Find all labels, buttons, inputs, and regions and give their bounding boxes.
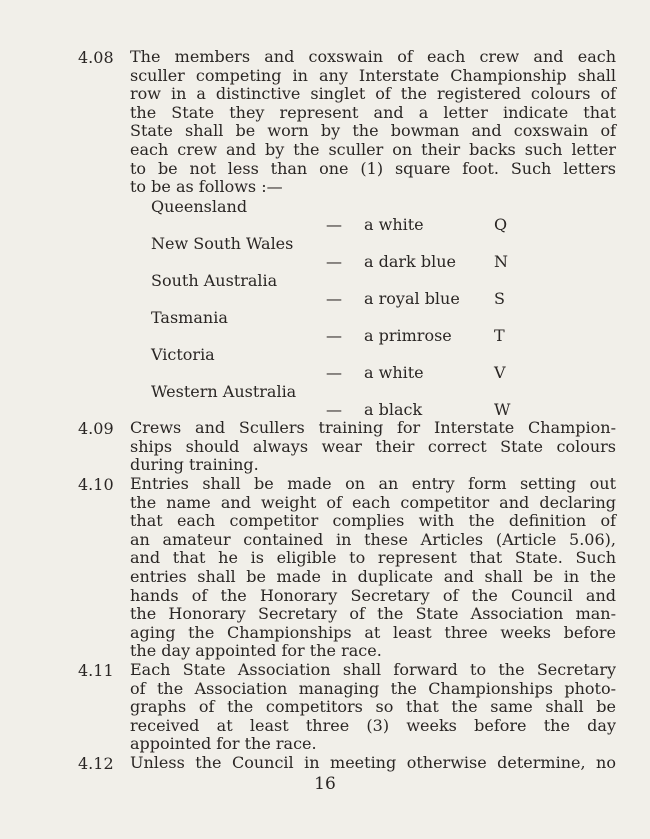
colour-name: a primrose <box>364 326 452 345</box>
text-line: Unless the Council in meeting otherwise determine, no <box>130 753 616 772</box>
colour-name: a dark blue <box>364 252 456 271</box>
state-name: New South Wales <box>151 234 294 253</box>
text-line: sculler competing in any Interstate Championship shall <box>130 65 616 85</box>
state-letter: W <box>494 400 511 419</box>
state-name: Queensland <box>151 197 248 216</box>
page-number: 16 <box>314 774 336 794</box>
dash: — <box>326 289 342 308</box>
section-text <box>130 661 616 754</box>
text-line: the day appointed for the race. <box>130 641 382 661</box>
state-letter: T <box>494 326 505 345</box>
dash: — <box>326 326 342 345</box>
state-name: Tasmania <box>151 308 228 327</box>
text-line: aging the Championships at least three weeks before <box>130 622 616 642</box>
text-line: appointed for the race. <box>130 734 317 754</box>
text-line: received at least three (3) weeks before the day <box>130 715 616 735</box>
text-line: to be as follows :— <box>130 177 283 197</box>
text-line: the name and weight of each competitor and declaring <box>130 492 616 512</box>
text-line: ships should always wear their correct State colours <box>130 436 616 456</box>
text-line: to be not less than one (1) square foot. Such letters <box>130 158 616 178</box>
dash: — <box>326 400 342 419</box>
state-name: Western Australia <box>151 382 297 401</box>
state-letter: V <box>494 363 506 382</box>
text-line: the Honorary Secretary of the State Association man- <box>130 604 616 624</box>
state-name: Victoria <box>151 345 215 364</box>
state-letter: Q <box>494 215 508 234</box>
text-line: of the Association managing the Championships photo- <box>130 678 616 698</box>
section-number: 4.08 <box>78 48 114 67</box>
text-line: Each State Association shall forward to the Secretary <box>130 660 616 679</box>
state-name: South Australia <box>151 271 278 290</box>
colour-name: a white <box>364 363 424 382</box>
text-line: Entries shall be made on an entry form setting out <box>130 474 616 493</box>
text-line: the State they represent and a letter indicate that <box>130 102 616 122</box>
text-line: an amateur contained in these Articles (Article 5.06), <box>130 529 616 549</box>
text-line: entries shall be made in duplicate and shall be in the <box>130 566 616 586</box>
section-number: 4.10 <box>78 475 114 494</box>
section-number: 4.09 <box>78 419 114 438</box>
colour-name: a royal blue <box>364 289 460 308</box>
text-line: Crews and Scullers training for Interstate Champion- <box>130 418 616 437</box>
section-number: 4.12 <box>78 754 114 773</box>
colour-name: a black <box>364 400 423 419</box>
section-text <box>130 419 616 475</box>
section-text <box>130 475 616 661</box>
text-line: that each competitor complies with the definition of <box>130 511 616 531</box>
text-line: and that he is eligible to represent that State. Such <box>130 548 616 568</box>
text-line: hands of the Honorary Secretary of the Council and <box>130 585 616 605</box>
text-line: during training. <box>130 455 259 475</box>
text-line: State shall be worn by the bowman and coxswain of <box>130 121 616 141</box>
colour-name: a white <box>364 215 424 234</box>
dash: — <box>326 215 342 234</box>
state-letter: S <box>494 289 505 308</box>
text-line: The members and coxswain of each crew and each <box>130 47 616 66</box>
dash: — <box>326 363 342 382</box>
section-text <box>130 754 616 773</box>
text-line: each crew and by the sculler on their backs such letter <box>130 139 616 159</box>
section-number: 4.11 <box>78 661 114 680</box>
section-text <box>130 48 616 197</box>
text-line: graphs of the competitors so that the same shall be <box>130 697 616 717</box>
text-line: row in a distinctive singlet of the registered colours of <box>130 84 616 104</box>
dash: — <box>326 252 342 271</box>
state-letter: N <box>494 252 508 271</box>
